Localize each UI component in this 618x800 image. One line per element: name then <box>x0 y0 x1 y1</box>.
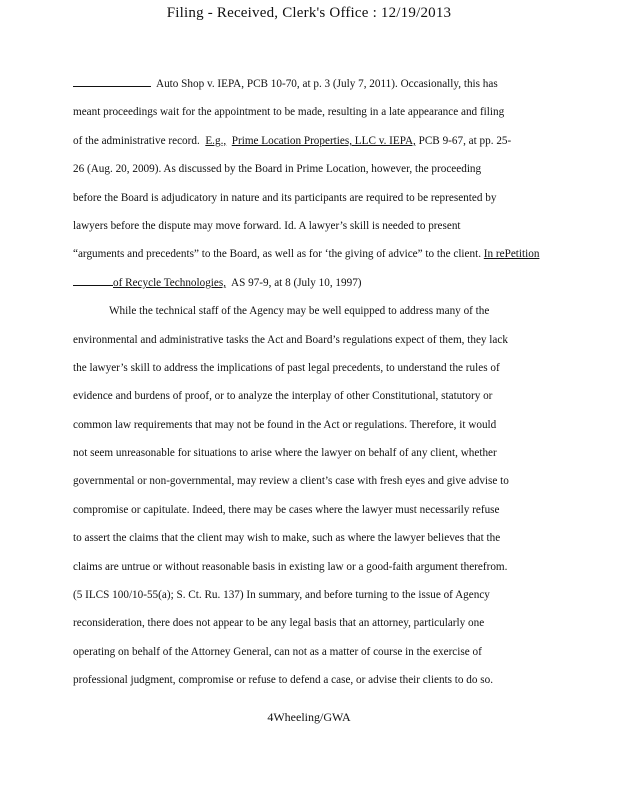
citation-eg: E.g., <box>205 134 227 147</box>
text-line: common law requirements that may not be found in the Act or regulations. Therefore, it would <box>73 418 497 431</box>
text-line: Auto Shop v. IEPA, PCB 10-70, at p. 3 (July 7, 2011). Occasionally, this has <box>73 70 578 98</box>
text-line: operating on behalf of the Attorney General, can not as a matter of course in the exercise of <box>73 645 482 658</box>
citation-prime-location: Prime Location Properties, LLC v. IEPA, <box>231 134 416 147</box>
text-line: before the Board is adjudicatory in nature and its participants are required to be represented by <box>73 191 497 204</box>
text-line: meant proceedings wait for the appointment to be made, resulting in a late appearance and filing <box>73 106 505 119</box>
filing-stamp-header: Filing - Received, Clerk's Office : 12/19/2013 <box>166 5 452 21</box>
page-footer: 4Wheeling/GWA <box>267 710 351 724</box>
text-line: professional judgment, compromise or refuse to defend a case, or advise their clients to do so. <box>73 674 494 687</box>
text-line: environmental and administrative tasks the Act and Board’s regulations expect of them, they lack <box>73 333 508 346</box>
text-line: of Recycle Technologies, AS 97-9, at 8 (July 10, 1997) <box>73 269 578 297</box>
text-line: 26 (Aug. 20, 2009). As discussed by the Board in Prime Location, however, the proceeding <box>73 163 482 176</box>
text-line: compromise or capitulate. Indeed, there may be cases where the lawyer must necessarily refuse <box>73 503 500 516</box>
citation-in-re: In re <box>483 248 505 261</box>
text-line: of the administrative record. E.g., Prime Location Properties, LLC v. IEPA, PCB 9-67, at pp. 25- <box>73 134 512 147</box>
text-line: reconsideration, there does not appear to be any legal basis that an attorney, particularly one <box>73 617 485 630</box>
text-line: “arguments and precedents” to the Board, as well as for ‘the giving of advice” to the client. In rePetition <box>73 248 540 261</box>
text-line: (5 ILCS 100/10-55(a); S. Ct. Ru. 137) In summary, and before turning to the issue of Agency <box>73 589 490 602</box>
text-line: lawyers before the dispute may move forward. Id. A lawyer’s skill is needed to present <box>73 219 461 232</box>
text-line: claims are untrue or without reasonable basis in existing law or a good-faith argument therefrom. <box>73 560 508 573</box>
document-body <box>73 70 578 695</box>
citation-recycle-technologies: of Recycle Technologies, <box>113 276 227 289</box>
text-line: evidence and burdens of proof, or to analyze the interplay of other Constitutional, statutory or <box>73 390 493 403</box>
citation-petition: Petition <box>504 248 540 261</box>
paragraph-start: While the technical staff of the Agency may be well equipped to address many of the <box>109 305 490 318</box>
text-line: not seem unreasonable for situations to arise where the lawyer on behalf of any client, whether <box>73 447 497 460</box>
text-line: to assert the claims that the client may wish to make, such as where the lawyer believes that the <box>73 532 501 545</box>
text-line: governmental or non-governmental, may review a client’s case with fresh eyes and give advise to <box>73 475 509 488</box>
text-line: the lawyer’s skill to address the implications of past legal precedents, to understand the rules of <box>73 361 500 374</box>
